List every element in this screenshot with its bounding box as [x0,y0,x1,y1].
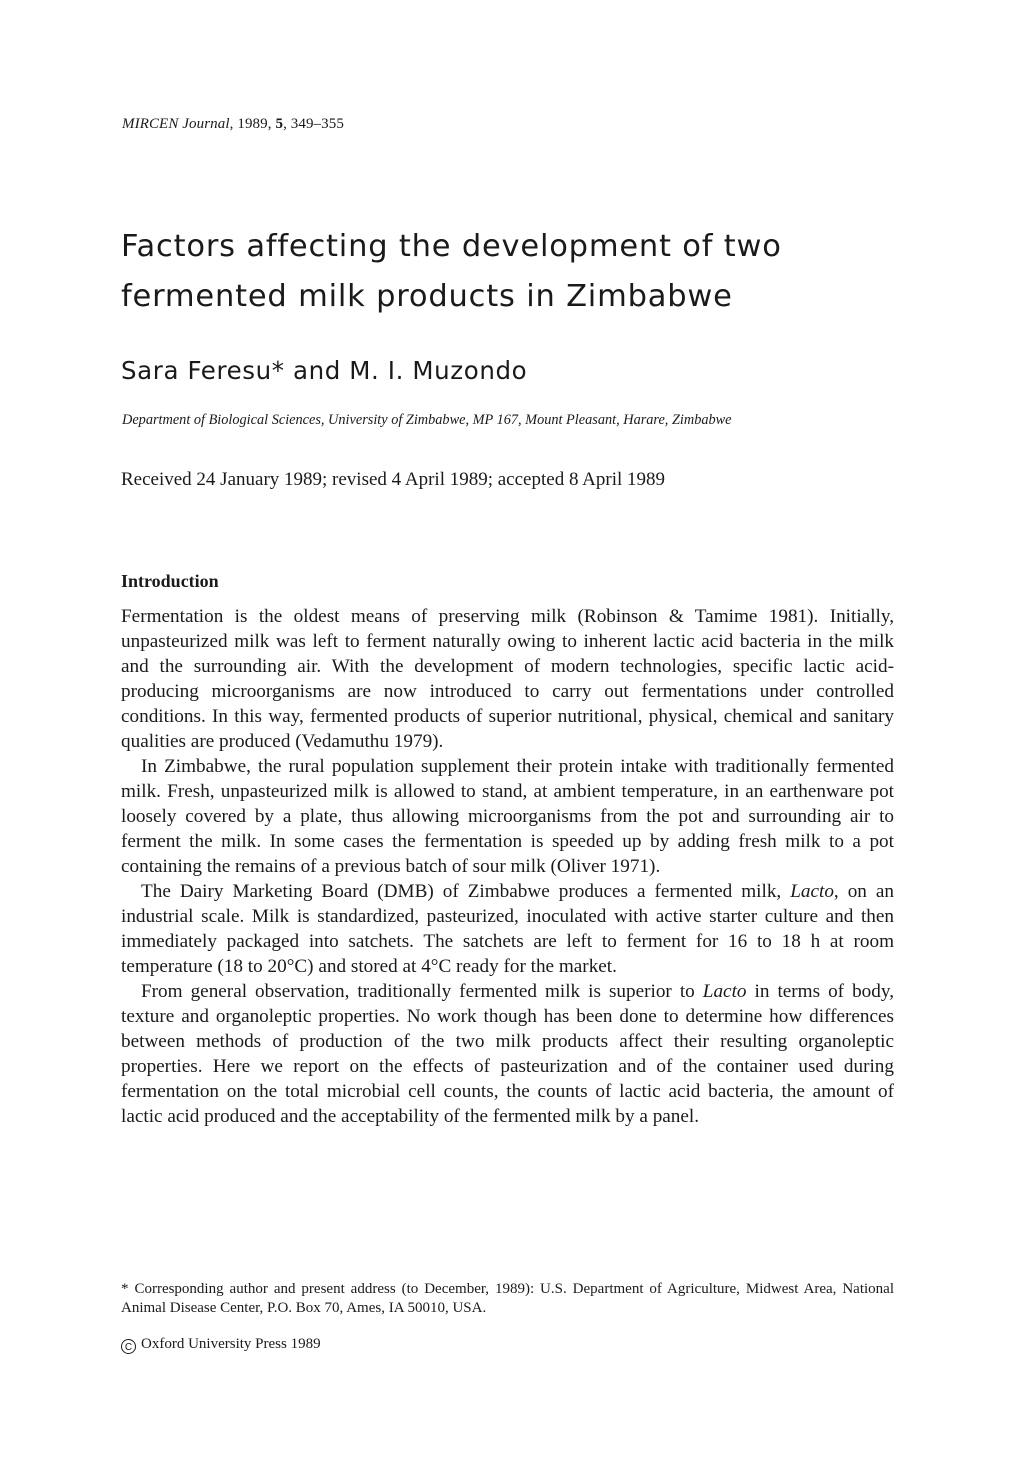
corresponding-author-footnote: * Corresponding author and present address (to December, 1989): U.S. Department of Agriculture, Midwest Area, National Animal Disease Center, P.O. Box 70, Ames, IA 50010, USA. [121,1281,894,1316]
paragraph-1: Fermentation is the oldest means of preserving milk (Robinson & Tamime 1981). Initially, unpasteurized milk was left to ferment naturally owing to inherent lactic acid bacteria in the milk and the surrounding air. With the development of modern technologies, specific lactic acid-producing microorganisms are now introduced to carry out fermentations under controlled conditions. In this way, fermented products of superior nutritional, physical, chemical and sanitary qualities are produced (Vedamuthu 1979). [121,606,894,752]
paragraph-4-part-c: in terms of body, texture and organoleptic properties. No work though has been done to determine how differences between methods of production of the two milk products affect their resulting organoleptic properties. Here we report on the effects of pasteurization and of the container used during fermentation on the total microbial cell counts, the counts of lactic acid bacteria, the amount of lactic acid produced and the acceptability of the fermented milk by a panel. [121,981,894,1127]
paragraph-3 [121,879,894,979]
paragraph-2: In Zimbabwe, the rural population supplement their protein intake with traditionally fermented milk. Fresh, unpasteurized milk is allowed to stand, at ambient temperature, in an earthenware pot loosely covered by a plate, thus allowing microorganisms from the pot and surrounding air to ferment the milk. In some cases the fermentation is speeded up by adding fresh milk to a pot containing the remains of a previous batch of sour milk (Oliver 1971). [121,756,894,877]
paragraph-3-italic-product: Lacto [790,881,834,902]
paragraph-4-italic-product: Lacto [702,981,747,1002]
copyright-notice [121,1336,321,1354]
paragraph-3-part-a: The Dairy Marketing Board (DMB) of Zimbabwe produces a fermented milk, [141,881,791,902]
copyright-text: Oxford University Press 1989 [141,1336,321,1352]
section-heading-introduction: Introduction [121,571,219,591]
paragraph-4-part-a: From general observation, traditionally fermented milk is superior to [141,981,703,1002]
introduction-body [121,604,894,1129]
journal-name: MIRCEN Journal [122,116,230,132]
journal-year: , 1989, [229,116,276,132]
article-title-line-2: fermented milk products in Zimbabwe [121,279,733,314]
article-authors: Sara Feresu* and M. I. Muzondo [121,356,528,385]
paragraph-3-part-c: , on an industrial scale. Milk is standardized, pasteurized, inoculated with active starter culture and then immediately packaged into satchets. The satchets are left to ferment for 16 to 18 h at room temperature (18 to 20°C) and stored at 4°C ready for the market. [121,881,894,977]
copyright-icon: C [121,1339,136,1354]
article-title [121,222,901,322]
journal-pages: , 349–355 [283,116,344,132]
journal-citation [122,116,344,133]
author-affiliation: Department of Biological Sciences, University of Zimbabwe, MP 167, Mount Pleasant, Harare, Zimbabwe [122,412,732,428]
publication-dates: Received 24 January 1989; revised 4 April 1989; accepted 8 April 1989 [121,469,666,490]
article-title-line-1: Factors affecting the development of two [121,229,782,264]
journal-volume: 5 [275,116,284,132]
paragraph-4 [121,979,894,1129]
